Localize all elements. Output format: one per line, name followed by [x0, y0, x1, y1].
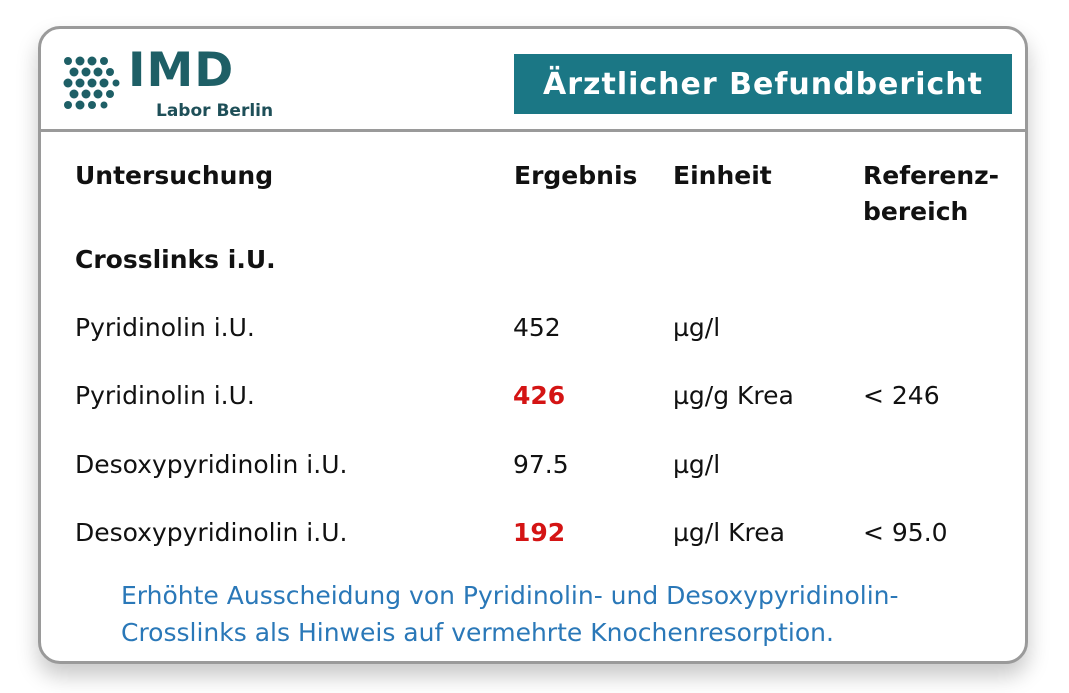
row-test: Pyridinolin i.U.	[75, 381, 255, 410]
dot-grid-logo-icon	[62, 55, 122, 111]
report-title: Ärztlicher Befundbericht	[514, 54, 1012, 114]
section-title: Crosslinks i.U.	[75, 245, 276, 274]
logo-wordmark: IMD	[128, 43, 235, 98]
header-unit: Einheit	[673, 161, 772, 190]
row-result-flagged: 426	[513, 381, 566, 410]
interpretation-note	[121, 577, 1011, 651]
row-test: Desoxypyridinolin i.U.	[75, 518, 348, 547]
row-result: 97.5	[513, 450, 569, 479]
row-unit: µg/l	[673, 313, 721, 342]
logo-subtitle: Labor Berlin	[156, 101, 274, 121]
row-result: 452	[513, 313, 561, 342]
header-result: Ergebnis	[514, 161, 638, 190]
lab-logo	[62, 43, 282, 123]
row-unit: µg/l	[673, 450, 721, 479]
row-test: Pyridinolin i.U.	[75, 313, 255, 342]
note-line-2: Crosslinks als Hinweis auf vermehrte Knochenresorption.	[121, 618, 834, 647]
row-test: Desoxypyridinolin i.U.	[75, 450, 348, 479]
row-reference: < 95.0	[863, 518, 948, 547]
note-line-1: Erhöhte Ausscheidung von Pyridinolin- und Desoxypyridinolin-	[121, 581, 899, 610]
header-divider	[41, 129, 1025, 132]
header-test: Untersuchung	[75, 161, 274, 190]
header-reference-line2: bereich	[863, 197, 969, 226]
row-unit: µg/l Krea	[673, 518, 785, 547]
row-result-flagged: 192	[513, 518, 566, 547]
header-reference-line1: Referenz-	[863, 161, 1000, 190]
report-card	[38, 26, 1028, 664]
row-unit: µg/g Krea	[673, 381, 794, 410]
row-reference: < 246	[863, 381, 940, 410]
